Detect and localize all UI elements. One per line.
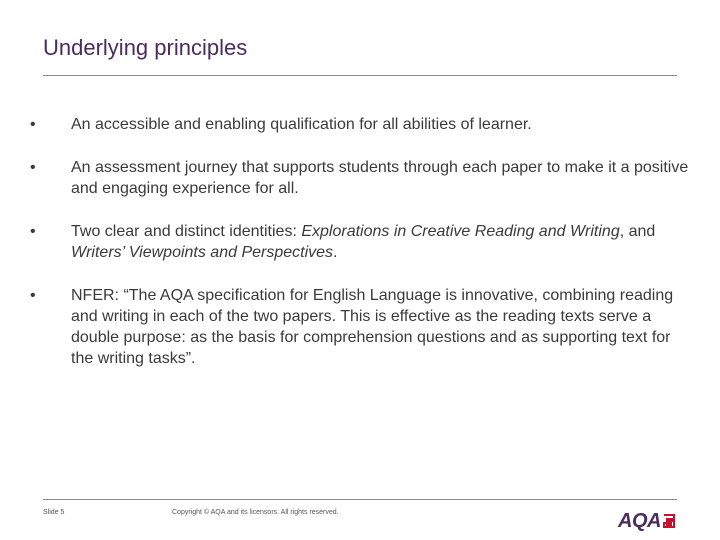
slide-number: Slide 5 — [43, 509, 65, 516]
logo-text: AQA — [618, 509, 661, 532]
bullet-item-2 — [30, 157, 696, 199]
aqa-flag-icon — [663, 513, 675, 529]
bullet-text: NFER: “The AQA specification for English Language is innovative, combining reading and writing in each of the two papers. This is effective as the reading texts serve a double purpose: as the basis for comprehension questions and as supporting text for the writing tasks”. — [71, 287, 674, 367]
paper-2-title: Writers’ Viewpoints and Perspectives — [71, 244, 334, 261]
bullet-text-after: . — [333, 244, 338, 261]
aqa-logo — [618, 510, 675, 532]
bullet-item-4 — [30, 285, 696, 369]
bullet-text-middle: , and — [619, 223, 656, 240]
footer-divider — [43, 499, 677, 500]
bullet-item-3 — [30, 221, 696, 263]
bullet-dot: • — [30, 116, 36, 133]
paper-1-title: Explorations in Creative Reading and Writing — [301, 223, 620, 240]
slide-title: Underlying principles — [43, 35, 248, 60]
bullet-dot: • — [30, 223, 36, 240]
copyright-notice: Copyright © AQA and its licensors. All rights reserved. — [172, 509, 339, 516]
bullet-item-1 — [30, 114, 696, 135]
bullet-text: An assessment journey that supports students through each paper to make it a positive and engaging experience for all. — [71, 159, 689, 197]
bullet-list — [30, 114, 696, 391]
title-divider — [43, 75, 677, 76]
bullet-text-before: Two clear and distinct identities: — [71, 223, 302, 240]
bullet-dot: • — [30, 287, 36, 304]
bullet-text: An accessible and enabling qualification for all abilities of learner. — [71, 116, 532, 133]
bullet-dot: • — [30, 159, 36, 176]
